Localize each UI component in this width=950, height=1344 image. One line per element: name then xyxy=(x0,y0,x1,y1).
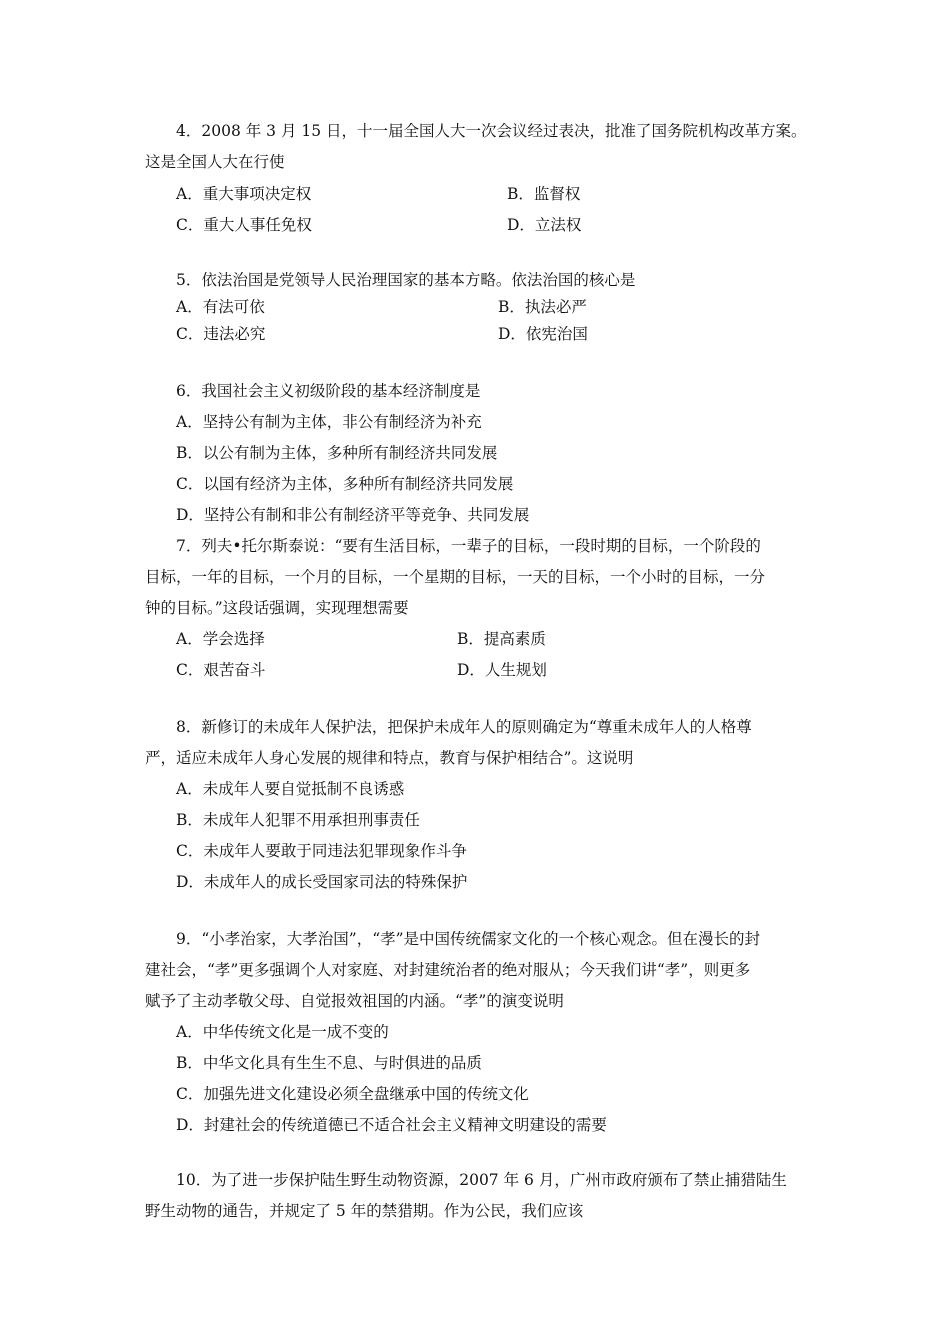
question-9-option-a: A．中华传统文化是一成不变的 xyxy=(176,1023,389,1041)
question-6-option-a: A．坚持公有制为主体，非公有制经济为补充 xyxy=(176,413,482,431)
question-5-option-c: C．违法必究 xyxy=(176,325,266,343)
question-5-option-b: B．执法必严 xyxy=(498,298,587,316)
question-7-option-c: C．艰苦奋斗 xyxy=(176,661,266,679)
question-8-option-d: D．未成年人的成长受国家司法的特殊保护 xyxy=(176,873,468,891)
question-7-option-d: D．人生规划 xyxy=(457,661,547,679)
question-9-option-b: B．中华文化具有生生不息、与时俱进的品质 xyxy=(176,1054,482,1072)
question-8-stem-line-1: 8．新修订的未成年人保护法，把保护未成年人的原则确定为“尊重未成年人的人格尊 xyxy=(176,718,752,736)
question-9-stem-line-3: 赋予了主动孝敬父母、自觉报效祖国的内涵。“孝”的演变说明 xyxy=(145,992,564,1010)
question-4-option-a: A．重大事项决定权 xyxy=(176,185,312,203)
question-4-stem-line-2: 这是全国人大在行使 xyxy=(145,153,285,171)
question-8-option-b: B．未成年人犯罪不用承担刑事责任 xyxy=(176,811,420,829)
question-7-option-b: B．提高素质 xyxy=(457,630,546,648)
question-7-option-a: A．学会选择 xyxy=(176,630,265,648)
question-8-stem-line-2: 严，适应未成年人身心发展的规律和特点，教育与保护相结合”。这说明 xyxy=(145,749,634,767)
question-4-option-b: B．监督权 xyxy=(507,185,581,203)
question-10-stem-line-2: 野生动物的通告，并规定了 5 年的禁猎期。作为公民，我们应该 xyxy=(145,1202,584,1220)
question-4-stem-line-1: 4．2008 年 3 月 15 日，十一届全国人大一次会议经过表决，批准了国务院机构改革方案。 xyxy=(176,122,807,140)
question-4-option-d: D．立法权 xyxy=(507,216,582,234)
question-9-stem-line-2: 建社会，“孝”更多强调个人对家庭、对封建统治者的绝对服从；今天我们讲“孝”，则更多 xyxy=(145,961,751,979)
question-9-option-c: C．加强先进文化建设必须全盘继承中国的传统文化 xyxy=(176,1085,529,1103)
question-7-stem-line-3: 钟的目标。”这段话强调，实现理想需要 xyxy=(145,599,409,617)
question-5-option-d: D．依宪治国 xyxy=(498,325,588,343)
question-4-option-c: C．重大人事任免权 xyxy=(176,216,312,234)
question-5-stem-line-1: 5．依法治国是党领导人民治理国家的基本方略。依法治国的核心是 xyxy=(176,271,636,289)
question-8-option-c: C．未成年人要敢于同违法犯罪现象作斗争 xyxy=(176,842,467,860)
question-5-option-a: A．有法可依 xyxy=(176,298,265,316)
question-6-option-d: D．坚持公有制和非公有制经济平等竞争、共同发展 xyxy=(176,506,530,524)
question-8-option-a: A．未成年人要自觉抵制不良诱惑 xyxy=(176,780,405,798)
question-7-stem-line-2: 目标，一年的目标，一个月的目标，一个星期的目标，一天的目标，一个小时的目标，一分 xyxy=(145,568,766,586)
question-6-option-b: B．以公有制为主体，多种所有制经济共同发展 xyxy=(176,444,498,462)
question-7-stem-line-1: 7．列夫•托尔斯泰说：“要有生活目标，一辈子的目标，一段时期的目标，一个阶段的 xyxy=(176,537,761,555)
question-6-stem-line-1: 6．我国社会主义初级阶段的基本经济制度是 xyxy=(176,382,481,400)
question-6-option-c: C．以国有经济为主体，多种所有制经济共同发展 xyxy=(176,475,514,493)
question-10-stem-line-1: 10．为了进一步保护陆生野生动物资源，2007 年 6 月，广州市政府颁布了禁止捕猎陆生 xyxy=(176,1171,787,1189)
question-9-stem-line-1: 9．“小孝治家，大孝治国”，“孝”是中国传统儒家文化的一个核心观念。但在漫长的封 xyxy=(176,930,761,948)
question-9-option-d: D．封建社会的传统道德已不适合社会主义精神文明建设的需要 xyxy=(176,1116,607,1134)
